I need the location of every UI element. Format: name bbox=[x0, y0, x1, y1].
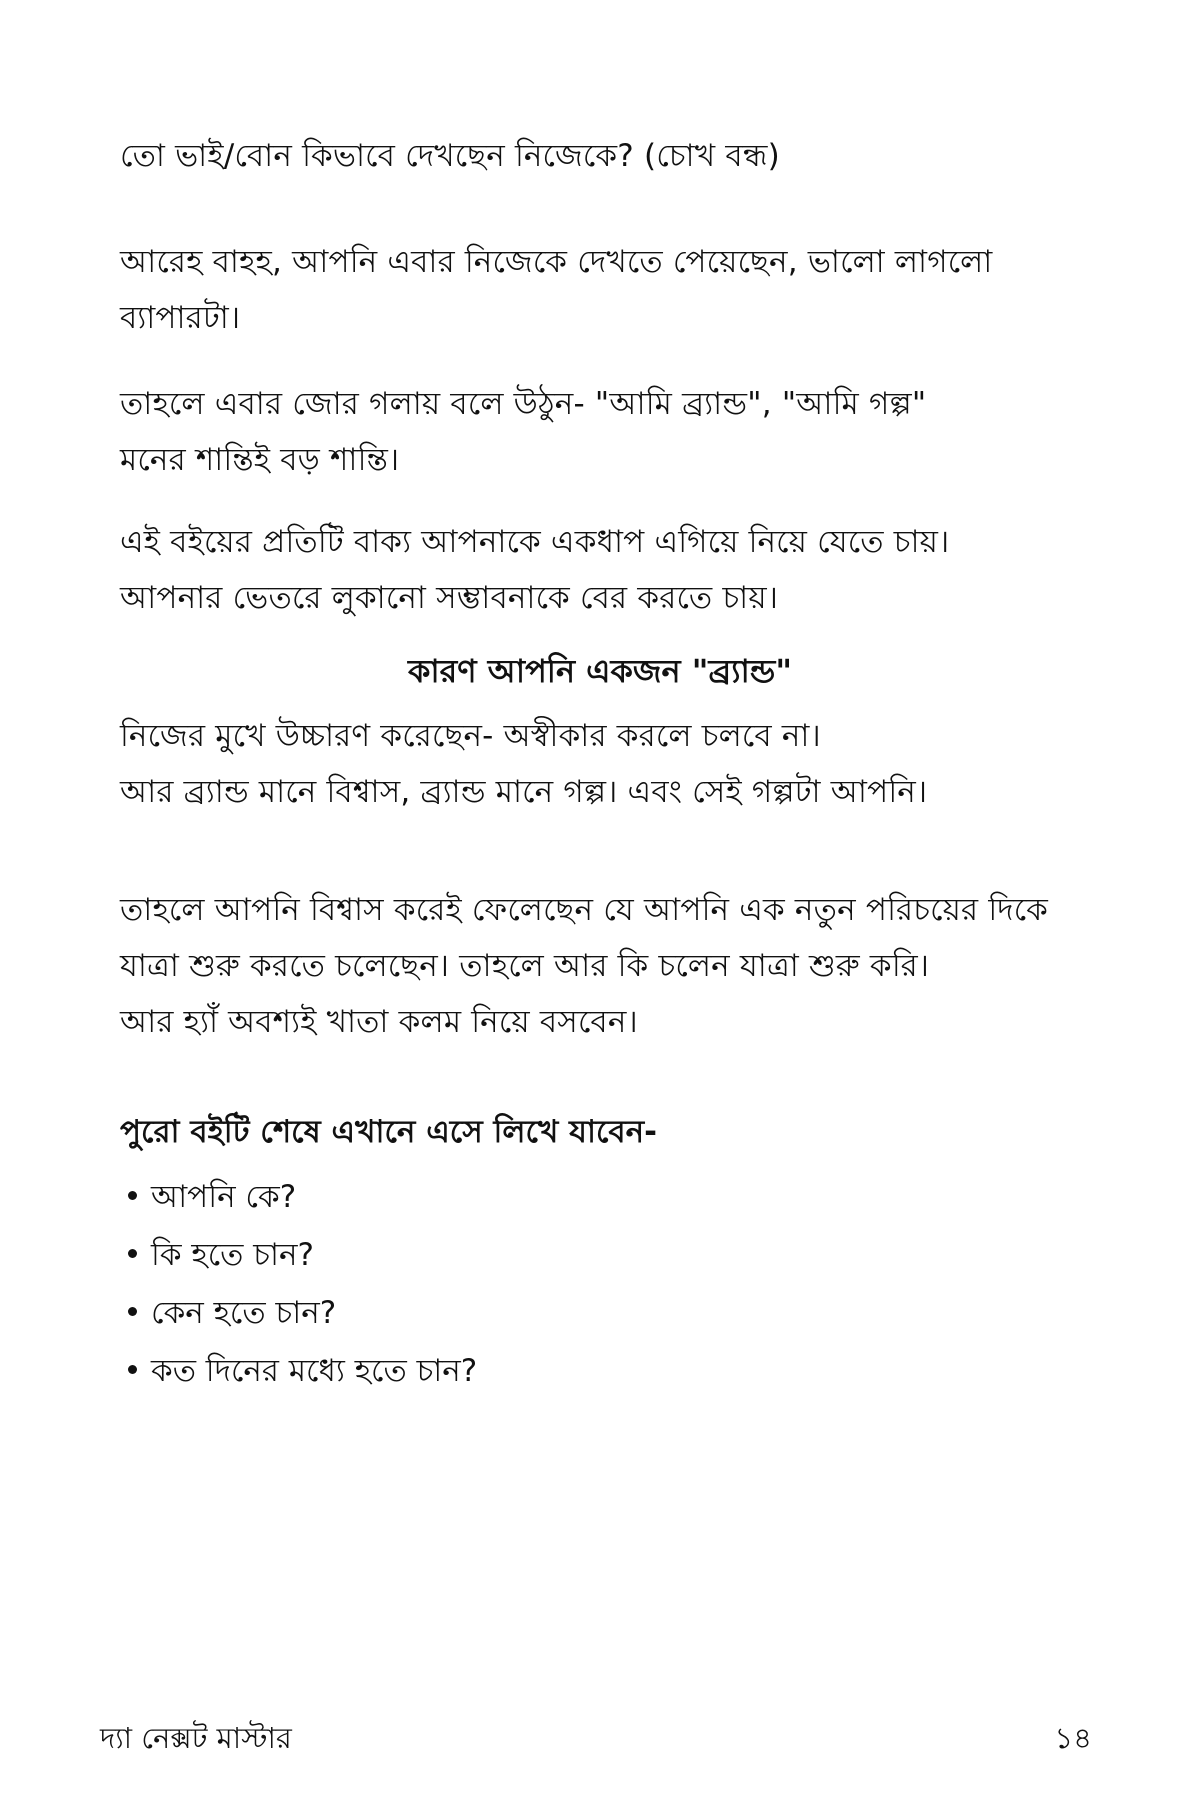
question-text: কেন হতে চান? bbox=[151, 1295, 337, 1331]
paragraph-journey bbox=[120, 882, 1080, 1050]
question-text: আপনি কে? bbox=[151, 1179, 297, 1215]
section-heading: কারণ আপনি একজন "ব্র্যান্ড" bbox=[407, 652, 793, 690]
question-text: কত দিনের মধ্যে হতে চান? bbox=[151, 1353, 478, 1389]
text-line: ব্যাপারটা। bbox=[120, 300, 241, 336]
text-line: আরেহ বাহহ, আপনি এবার নিজেকে দেখতে পেয়েছেন, ভালো লাগলো bbox=[120, 244, 993, 280]
paragraph-brand-meaning bbox=[120, 708, 1080, 820]
paragraph-self-view bbox=[120, 128, 1080, 184]
text-line: নিজের মুখে উচ্চারণ করেছেন- অস্বীকার করলে চলবে না। bbox=[120, 718, 821, 754]
paragraph-seeing-yourself bbox=[120, 234, 1080, 346]
text-line: আর ব্র্যান্ড মানে বিশ্বাস, ব্র্যান্ড মানে গল্প। এবং সেই গল্পটা আপনি। bbox=[120, 774, 928, 810]
bullet-icon bbox=[128, 1307, 137, 1316]
text-line: তো ভাই/বোন কিভাবে দেখছেন নিজেকে? (চোখ বন্ধ) bbox=[120, 138, 780, 174]
text-line: আর হ্যাঁ অবশ্যই খাতা কলম নিয়ে বসবেন। bbox=[120, 1004, 638, 1040]
text-line: তাহলে আপনি বিশ্বাস করেই ফেলেছেন যে আপনি এক নতুন পরিচয়ের দিকে bbox=[120, 892, 1049, 928]
paragraph-declare-brand bbox=[120, 376, 1080, 488]
text-line: মনের শান্তিই বড় শান্তি। bbox=[120, 442, 400, 478]
question-text: কি হতে চান? bbox=[151, 1237, 314, 1273]
paragraph-book-purpose bbox=[120, 514, 1080, 626]
text-line: আপনার ভেতরে লুকানো সম্ভাবনাকে বের করতে চায়। bbox=[120, 580, 779, 616]
question-list bbox=[120, 1168, 477, 1400]
list-item bbox=[120, 1226, 477, 1284]
page-number: ১৪ bbox=[1054, 1721, 1092, 1755]
footer-book-title: দ্যা নেক্সট মাস্টার bbox=[100, 1721, 292, 1755]
bullet-icon bbox=[128, 1249, 137, 1258]
bullet-icon bbox=[128, 1191, 137, 1200]
bullet-icon bbox=[128, 1365, 137, 1374]
text-line: তাহলে এবার জোর গলায় বলে উঠুন- "আমি ব্র্যান্ড", "আমি গল্প" bbox=[120, 386, 927, 422]
list-item bbox=[120, 1284, 477, 1342]
list-intro: পুরো বইটি শেষে এখানে এসে লিখে যাবেন- bbox=[120, 1114, 658, 1150]
list-item bbox=[120, 1168, 477, 1226]
list-item bbox=[120, 1342, 477, 1400]
text-line: এই বইয়ের প্রতিটি বাক্য আপনাকে একধাপ এগিয়ে নিয়ে যেতে চায়। bbox=[120, 524, 950, 560]
text-line: যাত্রা শুরু করতে চলেছেন। তাহলে আর কি চলেন যাত্রা শুরু করি। bbox=[120, 948, 930, 984]
